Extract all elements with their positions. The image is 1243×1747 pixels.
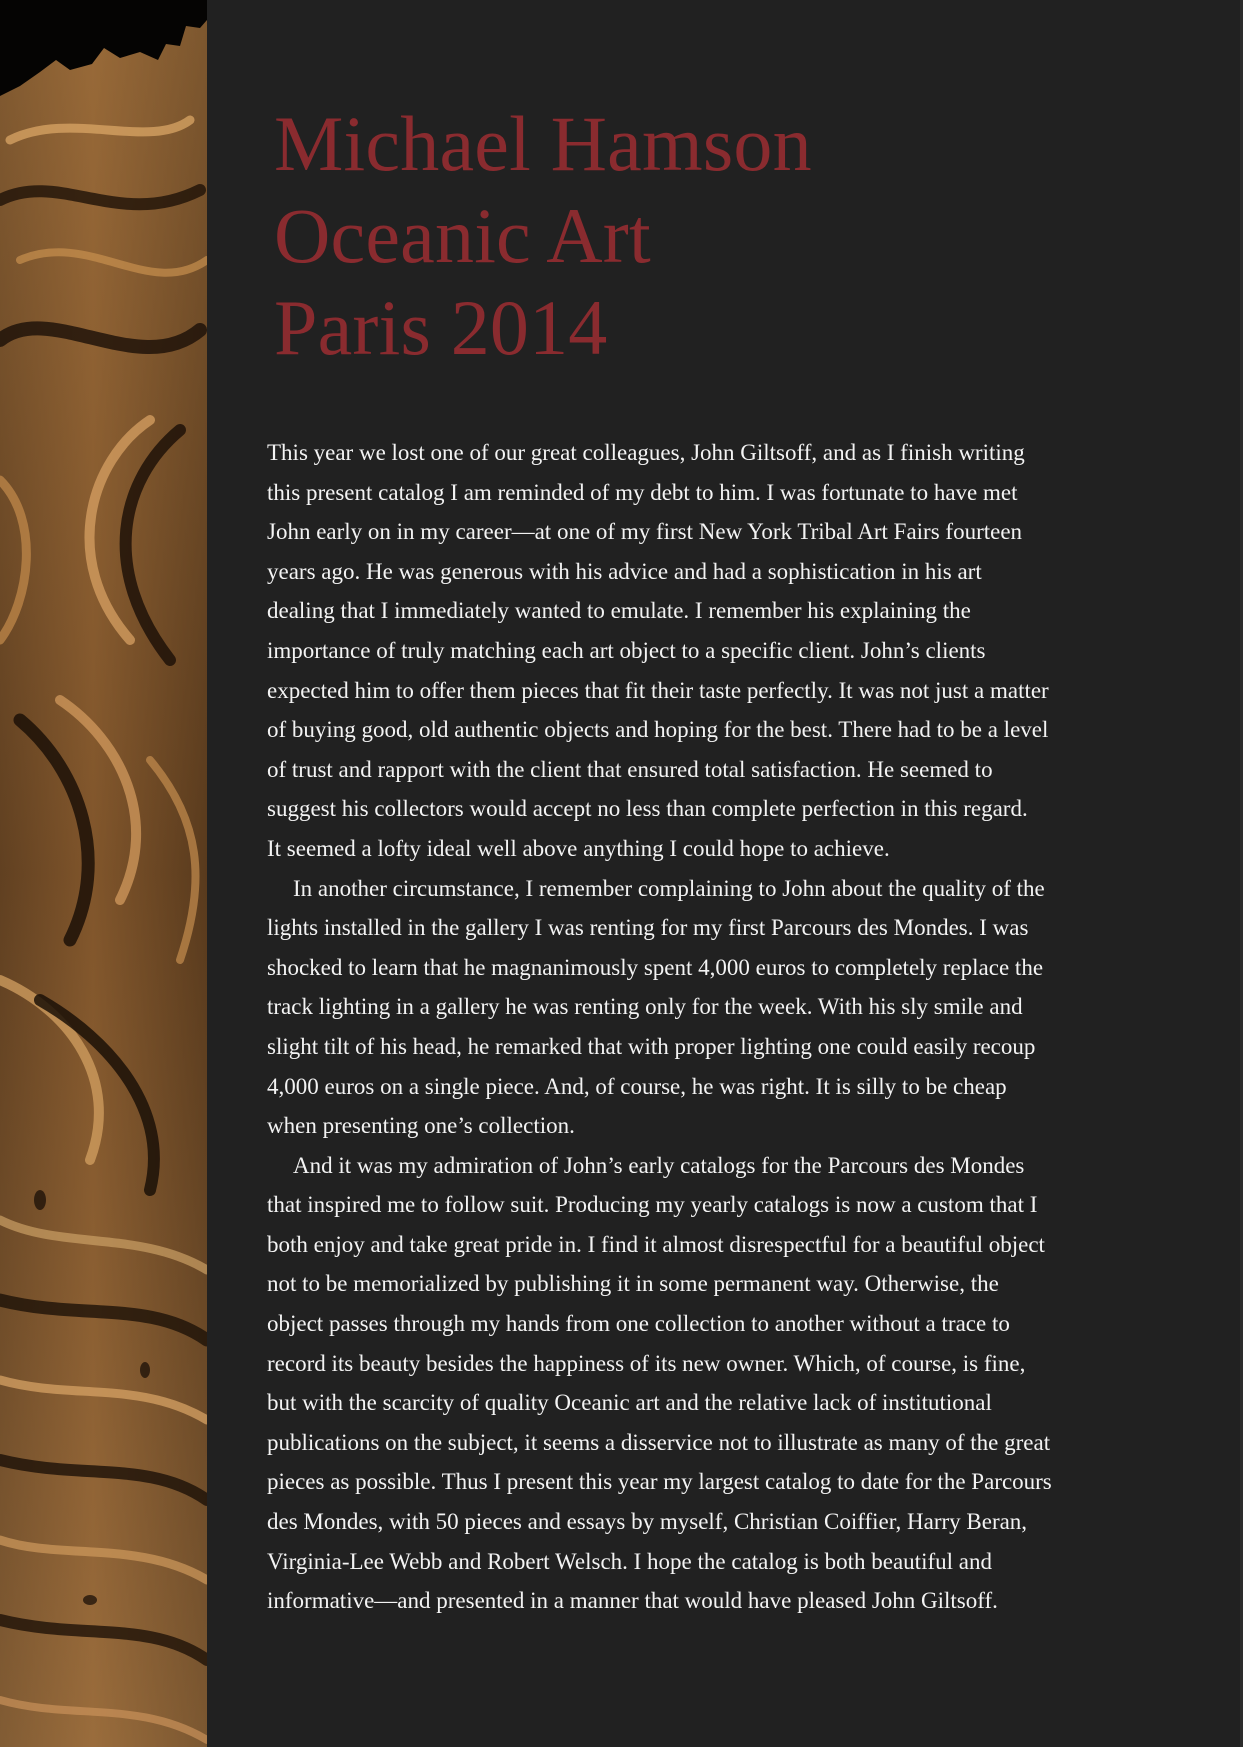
text-line: 4,000 euros on a single piece. And, of course, he was right. It is silly to be cheap: [267, 1073, 1007, 1099]
text-line: of trust and rapport with the client that ensured total satisfaction. He seemed to: [267, 756, 993, 782]
text-line: of buying good, old authentic objects and hoping for the best. There had to be a level: [267, 717, 1049, 743]
text-line: when presenting one’s collection.: [267, 1113, 575, 1139]
text-line: importance of truly matching each art object to a specific client. John’s clients: [267, 637, 986, 663]
text-line: des Mondes, with 50 pieces and essays by myself, Christian Coiffier, Harry Beran,: [267, 1509, 1028, 1535]
text-line: not to be memorialized by publishing it in some permanent way. Otherwise, the: [267, 1271, 999, 1297]
paragraph-start-line: And it was my admiration of John’s early catalogs for the Parcours des Mondes: [293, 1152, 1025, 1178]
text-line: years ago. He was generous with his advice and had a sophistication in his art: [267, 558, 982, 584]
text-line: It seemed a lofty ideal well above anything I could hope to achieve.: [267, 835, 890, 861]
text-line: but with the scarcity of quality Oceanic art and the relative lack of institutional: [267, 1390, 992, 1416]
text-line: informative—and presented in a manner that would have pleased John Giltsoff.: [267, 1588, 998, 1614]
text-line: Virginia-Lee Webb and Robert Welsch. I hope the catalog is both beautiful and: [267, 1548, 992, 1574]
introduction-text: [267, 433, 1137, 1621]
text-line: record its beauty besides the happiness of its new owner. Which, of course, is fine,: [267, 1350, 1026, 1376]
text-line: This year we lost one of our great colleagues, John Giltsoff, and as I finish writing: [267, 440, 1025, 465]
text-line: both enjoy and take great pride in. I find it almost disrespectful for a beautiful object: [267, 1231, 1045, 1257]
text-line: expected him to offer them pieces that fit their taste perfectly. It was not just a matter: [267, 677, 1049, 703]
catalog-title: [274, 98, 812, 374]
carved-wood-relief-image: [0, 0, 207, 1747]
title-line: Oceanic Art: [274, 192, 651, 279]
text-line: publications on the subject, it seems a disservice not to illustrate as many of the great: [267, 1429, 1051, 1455]
content-panel: [207, 0, 1243, 1747]
text-line: that inspired me to follow suit. Producing my yearly catalogs is now a custom that I: [267, 1192, 1038, 1218]
title-line: Michael Hamson: [274, 100, 812, 187]
text-line: dealing that I immediately wanted to emulate. I remember his explaining the: [267, 598, 971, 624]
text-line: object passes through my hands from one collection to another without a trace to: [267, 1311, 1010, 1337]
title-line: Paris 2014: [274, 284, 608, 371]
text-line: shocked to learn that he magnanimously spent 4,000 euros to completely replace the: [267, 954, 1044, 980]
text-line: this present catalog I am reminded of my debt to him. I was fortunate to have met: [267, 479, 1018, 505]
text-line: suggest his collectors would accept no less than complete perfection in this regard.: [267, 796, 1028, 822]
text-line: track lighting in a gallery he was renting only for the week. With his sly smile and: [267, 994, 1023, 1020]
text-line: pieces as possible. Thus I present this year my largest catalog to date for the Parcours: [267, 1469, 1052, 1495]
paragraph-start-line: In another circumstance, I remember complaining to John about the quality of the: [293, 875, 1045, 901]
text-line: lights installed in the gallery I was renting for my first Parcours des Mondes. I was: [267, 915, 1029, 941]
carved-wood-pattern-icon: [0, 0, 207, 1747]
text-line: John early on in my career—at one of my first New York Tribal Art Fairs fourteen: [267, 519, 1023, 545]
text-line: slight tilt of his head, he remarked that with proper lighting one could easily recoup: [267, 1033, 1036, 1059]
